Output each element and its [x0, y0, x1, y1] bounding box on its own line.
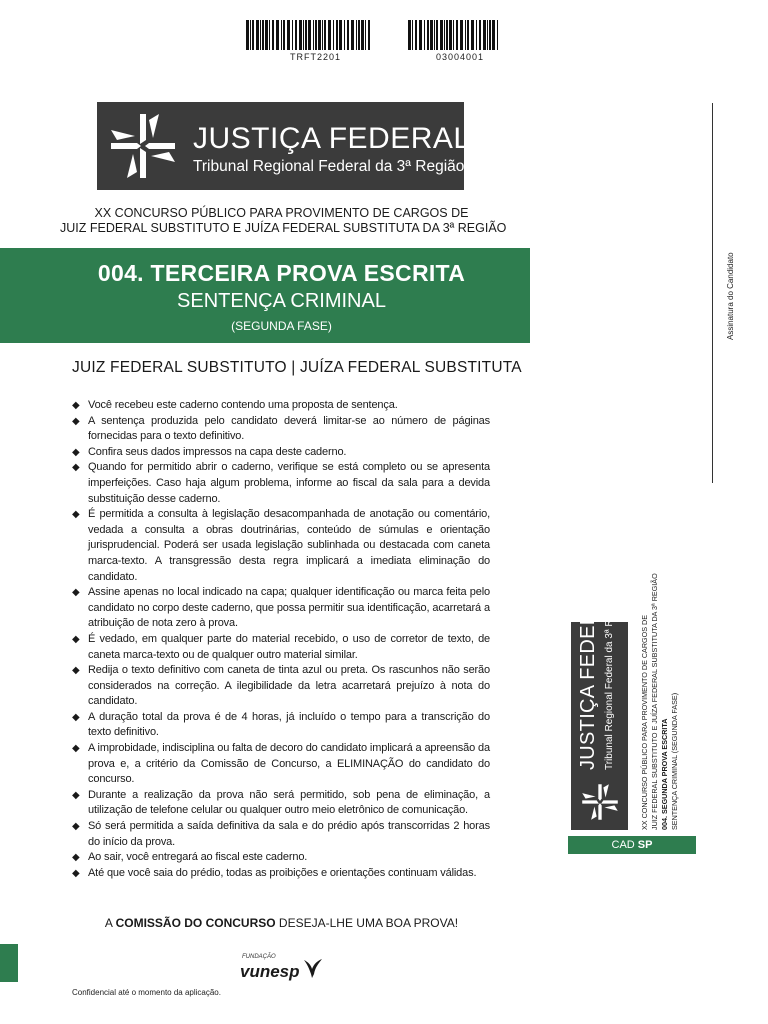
vunesp-bird-icon	[302, 956, 324, 980]
instruction-item: ◆ Durante a realização da prova não será permitido, sob pena de eliminação, a utilização de telefone celular ou qualquer outro meio eletrônico de comunicação.	[72, 788, 490, 819]
barcode-trft	[246, 20, 372, 50]
cad-code: SP	[637, 839, 653, 851]
confidential-note: Confidencial até o momento da aplicação.	[72, 988, 221, 997]
prova-fase: (SEGUNDA FASE)	[231, 319, 332, 333]
instruction-item: ◆ É vedado, em qualquer parte do material recebido, o uso de corretor de texto, de caneta marca-texto ou de qualquer outro material similar.	[72, 632, 490, 663]
cad-badge	[568, 836, 696, 854]
logo-title: JUSTIÇA FEDERAL	[193, 122, 471, 155]
justica-federal-logo	[97, 102, 471, 190]
vunesp-brand: vunesp	[240, 962, 300, 981]
barcode-number-label: 03004001	[436, 52, 485, 62]
instructions-list	[72, 398, 490, 881]
instruction-item: ◆ Confira seus dados impressos na capa deste caderno.	[72, 445, 490, 461]
side-emblem-icon	[580, 782, 620, 822]
instruction-item: ◆ É permitida a consulta à legislação desacompanhada de anotação ou comentário, vedada a consulta a obras doutrinárias, conteúdo de súmulas e orientação jurisprudencial. Poderá ser usada legislação sublinhada ou destacada com caneta marca-texto. A transgressão desta regra implicará a imediata eliminação do candidato.	[72, 507, 490, 585]
vunesp-logo	[240, 954, 330, 984]
side-line-4: SENTENÇA CRIMINAL (SEGUNDA FASE)	[670, 692, 679, 830]
prova-subtitle: SENTENÇA CRIMINAL	[177, 290, 386, 312]
cad-prefix: CAD	[611, 839, 638, 851]
instruction-item: ◆ Até que você saia do prédio, todas as proibições e orientações continuam válidas.	[72, 866, 490, 882]
prova-title: 004. TERCEIRA PROVA ESCRITA	[97, 260, 466, 286]
instruction-item: ◆ A sentença produzida pelo candidato deverá limitar-se ao número de páginas fornecidas para o texto definitivo.	[72, 414, 490, 445]
green-tab-marker	[0, 944, 18, 982]
cargo-title: JUIZ FEDERAL SUBSTITUTO | JUÍZA FEDERAL SUBSTITUTA	[72, 359, 522, 376]
closing-suffix: DESEJA-LHE UMA BOA PROVA!	[275, 916, 459, 930]
instruction-item: ◆ A improbidade, indisciplina ou falta de decoro do candidato implicará a apreensão da prova e, a critério da Comissão de Concurso, a ELIMINAÇÃO do candidato do concurso.	[72, 741, 490, 788]
vunesp-fundacao: FUNDAÇÃO	[242, 954, 276, 960]
concurso-line-1: XX CONCURSO PÚBLICO PARA PROVIMENTO DE CARGOS DE	[94, 206, 469, 220]
barcode-trft-label: TRFT2201	[290, 52, 342, 62]
instruction-item: ◆ Só será permitida a saída definitiva da sala e do prédio após transcorridas 2 horas do início da prova.	[72, 819, 490, 850]
closing-prefix: A	[104, 916, 116, 930]
side-logo-subtitle: Tribunal Regional Federal da 3ª Região	[604, 594, 615, 770]
barcode-number	[408, 20, 500, 50]
side-line-1: XX CONCURSO PÚBLICO PARA PROVIMENTO DE CARGOS DE	[640, 615, 649, 830]
instruction-item: ◆ Ao sair, você entregará ao fiscal este caderno.	[72, 850, 490, 866]
closing-message	[60, 916, 503, 930]
side-info-block	[640, 573, 690, 830]
instruction-item: ◆ Você recebeu este caderno contendo uma proposta de sentença.	[72, 398, 490, 414]
signature-line	[712, 103, 713, 483]
side-logo-title: JUSTIÇA FEDERAL	[577, 585, 599, 770]
side-logo	[571, 585, 628, 830]
side-line-3: 004. SEGUNDA PROVA ESCRITA	[660, 718, 669, 830]
instruction-item: ◆ Redija o texto definitivo com caneta de tinta azul ou preta. Os rascunhos não serão considerados na correção. A ilegibilidade da letra acarretará prejuízo à nota do candidato.	[72, 663, 490, 710]
instruction-item: ◆ A duração total da prova é de 4 horas, já incluído o tempo para a transcrição do texto definitivo.	[72, 710, 490, 741]
logo-subtitle: Tribunal Regional Federal da 3ª Região	[193, 158, 465, 175]
prova-banner	[0, 248, 530, 343]
instruction-item: ◆ Quando for permitido abrir o caderno, verifique se está completo ou se apresenta imperfeições. Caso haja algum problema, informe ao fiscal da sala para a devida substituição desse caderno.	[72, 460, 490, 507]
instruction-item: ◆ Assine apenas no local indicado na capa; qualquer identificação ou marca feita pelo candidato no corpo deste caderno, que possa permitir sua identificação, acarretará a atribuição de nota zero à prova.	[72, 585, 490, 632]
signature-label: Assinatura do Candidato	[726, 252, 735, 340]
closing-bold: COMISSÃO DO CONCURSO	[115, 916, 276, 930]
side-line-2: JUIZ FEDERAL SUBSTITUTO E JUÍZA FEDERAL SUBSTITUTA DA 3ª REGIÃO	[650, 573, 659, 830]
concurso-line-2: JUIZ FEDERAL SUBSTITUTO E JUÍZA FEDERAL SUBSTITUTA DA 3ª REGIÃO	[60, 221, 507, 235]
justica-federal-emblem-icon	[107, 110, 179, 182]
